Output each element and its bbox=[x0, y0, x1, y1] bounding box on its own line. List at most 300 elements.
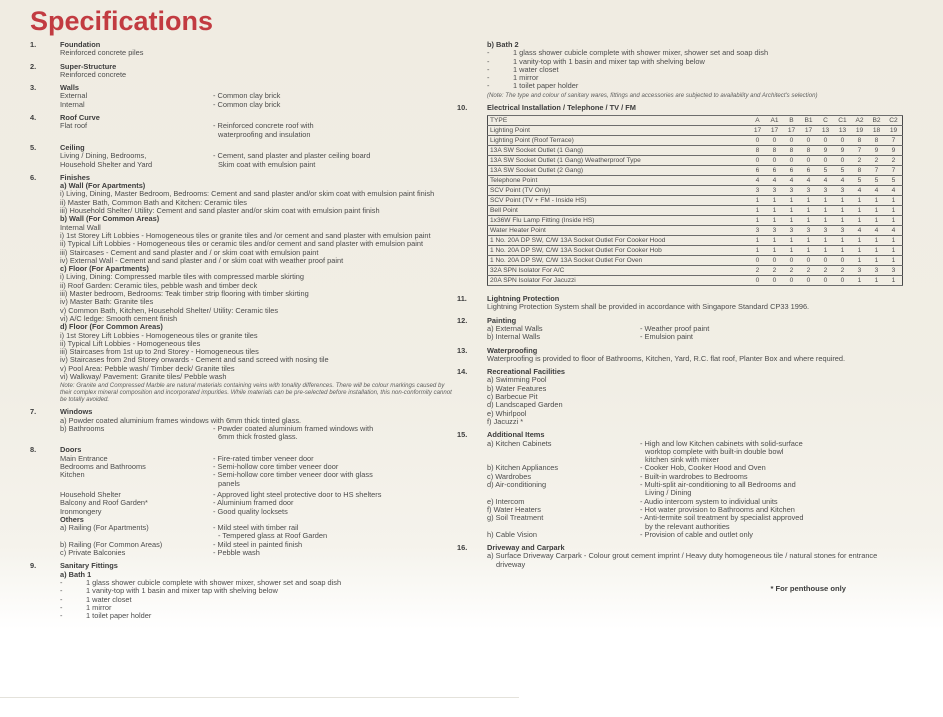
row-label bbox=[487, 481, 640, 498]
row-value bbox=[213, 122, 455, 139]
table-value-cell: 8 bbox=[749, 146, 766, 156]
value-line: - Built-in wardrobes to Bedrooms bbox=[640, 471, 748, 481]
table-value-cell: 17 bbox=[800, 126, 817, 136]
table-value-cell: 1 bbox=[800, 236, 817, 246]
table-row bbox=[488, 176, 903, 186]
table-value-cell: 1 bbox=[834, 196, 851, 206]
text-line: c) Barbecue Pit bbox=[487, 392, 538, 402]
table-value-cell: 9 bbox=[885, 146, 903, 156]
table-row-label: Bell Point bbox=[488, 206, 750, 216]
table-value-cell: 0 bbox=[817, 156, 834, 166]
section-body bbox=[60, 562, 455, 620]
table-value-cell: 0 bbox=[749, 136, 766, 146]
table-value-cell: 1 bbox=[851, 206, 868, 216]
row-label bbox=[60, 471, 213, 488]
section-number bbox=[457, 41, 487, 99]
table-value-cell: 3 bbox=[749, 186, 766, 196]
table-value-cell: 1 bbox=[834, 216, 851, 226]
table-value-cell: 4 bbox=[834, 176, 851, 186]
value-line: - Aluminium framed door bbox=[213, 498, 294, 508]
table-value-cell: 0 bbox=[817, 136, 834, 146]
table-value-cell: 5 bbox=[851, 176, 868, 186]
text-line: ii) Master Bath, Common Bath and Kitchen: Ceramic tiles bbox=[60, 197, 247, 207]
table-value-cell: 1 bbox=[800, 196, 817, 206]
table-value-cell: 1 bbox=[851, 196, 868, 206]
table-value-cell: 0 bbox=[783, 156, 800, 166]
table-value-cell: 17 bbox=[766, 126, 783, 136]
table-value-cell: 1 bbox=[868, 236, 885, 246]
table-row-label: 32A SPN Isolator For A/C bbox=[488, 266, 750, 276]
table-value-cell: 4 bbox=[783, 176, 800, 186]
section-number: 2. bbox=[30, 61, 37, 71]
label-line: Kitchen bbox=[60, 470, 85, 480]
table-row-label: 1 No. 20A DP SW, C/W 13A Socket Outlet For Cooker Hood bbox=[488, 236, 750, 246]
table-value-cell: 1 bbox=[851, 236, 868, 246]
label-line: b) Internal Walls bbox=[487, 332, 541, 342]
row-label bbox=[487, 440, 640, 465]
table-value-cell: 1 bbox=[885, 216, 903, 226]
table-value-cell: 4 bbox=[749, 176, 766, 186]
label-line: b) Bathrooms bbox=[60, 423, 105, 433]
label-value-row bbox=[60, 101, 455, 109]
table-value-cell: 4 bbox=[868, 186, 885, 196]
value-line: - Multi-split air-conditioning to all Bedrooms and bbox=[640, 480, 796, 490]
text-line: b) Water Features bbox=[487, 383, 547, 393]
row-label bbox=[487, 333, 640, 341]
table-row bbox=[488, 156, 903, 166]
page-edge-line bbox=[0, 697, 519, 698]
table-value-cell: 8 bbox=[851, 136, 868, 146]
dash-item bbox=[60, 612, 455, 620]
subheading: Others bbox=[60, 514, 84, 524]
section-number: 6. bbox=[30, 172, 37, 182]
value-line: - Mild steel with timber rail bbox=[213, 523, 299, 533]
label-line: Bedrooms and Bathrooms bbox=[60, 462, 146, 472]
table-value-cell: 1 bbox=[868, 216, 885, 226]
table-value-cell: 1 bbox=[800, 206, 817, 216]
text-line: v) Pool Area: Pebble wash/ Timber deck/ Granite tiles bbox=[60, 363, 235, 373]
section-heading: Roof Curve bbox=[60, 113, 100, 123]
text-line: a) Swimming Pool bbox=[487, 375, 547, 385]
dash-bullet: - bbox=[60, 594, 63, 604]
table-value-cell: 3 bbox=[834, 226, 851, 236]
section-number: 11. bbox=[457, 294, 467, 304]
row-value bbox=[640, 481, 903, 498]
text-line: Reinforced concrete bbox=[60, 69, 127, 79]
table-value-cell: 1 bbox=[817, 246, 834, 256]
table-value-cell: 1 bbox=[851, 246, 868, 256]
table-value-cell: 0 bbox=[817, 276, 834, 286]
section-number: 1. bbox=[30, 40, 37, 49]
table-row bbox=[488, 126, 903, 136]
table-value-cell: 4 bbox=[885, 226, 903, 236]
table-value-cell: 0 bbox=[749, 256, 766, 266]
table-row bbox=[488, 276, 903, 286]
table-row bbox=[488, 266, 903, 276]
table-value-cell: 1 bbox=[868, 276, 885, 286]
table-header-cell: B bbox=[783, 116, 800, 126]
subheading: b) Wall (For Common Areas) bbox=[60, 214, 160, 224]
row-value bbox=[213, 101, 455, 109]
table-row bbox=[488, 166, 903, 176]
value-line: - Pebble wash bbox=[213, 548, 260, 558]
section-body bbox=[487, 347, 903, 364]
table-header-cell: C bbox=[817, 116, 834, 126]
section-heading: Ceiling bbox=[60, 142, 85, 152]
left-column bbox=[30, 41, 455, 625]
subheading: d) Floor (For Common Areas) bbox=[60, 322, 163, 332]
table-value-cell: 8 bbox=[766, 146, 783, 156]
table-value-cell: 2 bbox=[749, 266, 766, 276]
table-row-label: 1x36W Flu Lamp Fitting (Inside HS) bbox=[488, 216, 750, 226]
text-line: Internal Wall bbox=[60, 222, 101, 232]
text-line: vi) Walkway/ Pavement: Granite tiles/ Pebble wash bbox=[60, 371, 227, 381]
section-heading: Sanitary Fittings bbox=[60, 561, 118, 571]
table-value-cell: 13 bbox=[834, 126, 851, 136]
table-row-label: Water Heater Point bbox=[488, 226, 750, 236]
subheading: b) Bath 2 bbox=[487, 40, 519, 49]
table-value-cell: 1 bbox=[868, 196, 885, 206]
table-value-cell: 2 bbox=[817, 266, 834, 276]
table-value-cell: 17 bbox=[749, 126, 766, 136]
table-value-cell: 17 bbox=[783, 126, 800, 136]
row-value bbox=[640, 333, 903, 341]
table-value-cell: 1 bbox=[766, 236, 783, 246]
label-line: d) Air-conditioning bbox=[487, 480, 547, 490]
label-line: Main Entrance bbox=[60, 453, 108, 463]
label-line: Ironmongery bbox=[60, 506, 102, 516]
table-value-cell: 0 bbox=[766, 136, 783, 146]
label-value-row bbox=[487, 481, 903, 498]
table-value-cell: 3 bbox=[800, 186, 817, 196]
label-value-row bbox=[60, 122, 455, 139]
value-line: - Anti-termite soil treatment by specialist approved bbox=[640, 513, 804, 523]
section-heading: Windows bbox=[60, 407, 93, 417]
table-header-cell: C1 bbox=[834, 116, 851, 126]
note-line: (Note: The type and colour of sanitary wares, fittings and accessories are subjected to availability and Architect's selection) bbox=[487, 91, 818, 99]
table-value-cell: 5 bbox=[868, 176, 885, 186]
table-value-cell: 5 bbox=[885, 176, 903, 186]
label-line: g) Soil Treatment bbox=[487, 513, 544, 523]
table-value-cell: 1 bbox=[783, 236, 800, 246]
spec-section bbox=[30, 174, 455, 403]
table-value-cell: 3 bbox=[800, 226, 817, 236]
table-value-cell: 1 bbox=[834, 246, 851, 256]
table-header-cell: A2 bbox=[851, 116, 868, 126]
table-row-label: SCV Point (TV Only) bbox=[488, 186, 750, 196]
section-heading: Painting bbox=[487, 315, 517, 325]
subheading: a) Wall (For Apartments) bbox=[60, 181, 146, 191]
table-value-cell: 18 bbox=[868, 126, 885, 136]
table-value-cell: 1 bbox=[817, 236, 834, 246]
table-value-cell: 1 bbox=[834, 206, 851, 216]
table-value-cell: 3 bbox=[817, 186, 834, 196]
label-line: External bbox=[60, 91, 88, 101]
table-value-cell: 1 bbox=[817, 206, 834, 216]
note-line: Note: Granite and Compressed Marble are natural materials containing veins with tonality differences. There will be colour markings caused by their complex mineral composition and incorporated impurities. While materials can be pre-selected before installation, this non-conformity cannot be totally avoided. bbox=[60, 382, 452, 404]
section-body bbox=[487, 295, 903, 312]
table-value-cell: 6 bbox=[800, 166, 817, 176]
table-value-cell: 1 bbox=[766, 206, 783, 216]
table-value-cell: 2 bbox=[868, 156, 885, 166]
dash-item bbox=[487, 82, 903, 90]
table-value-cell: 6 bbox=[783, 166, 800, 176]
table-value-cell: 0 bbox=[749, 156, 766, 166]
dash-bullet: - bbox=[60, 611, 63, 621]
value-line: by the relevant authorities bbox=[645, 521, 730, 531]
section-body bbox=[60, 408, 455, 441]
text-line: ii) Typical Lift Lobbies - Homogeneous tiles or ceramic tiles and/or cement and sand plaster with emulsion paint bbox=[60, 239, 424, 249]
table-value-cell: 7 bbox=[851, 146, 868, 156]
table-value-cell: 5 bbox=[817, 166, 834, 176]
row-value bbox=[213, 508, 455, 516]
section-number: 15. bbox=[457, 430, 468, 440]
label-line: Living / Dining, Bedrooms, bbox=[60, 151, 147, 161]
dash-item-text: 1 vanity-top with 1 basin and mixer tap with shelving below bbox=[513, 56, 705, 66]
section-heading: Waterproofing bbox=[487, 345, 538, 355]
table-value-cell: 0 bbox=[834, 276, 851, 286]
text-line: Reinforced concrete piles bbox=[60, 48, 144, 58]
label-line: a) Kitchen Cabinets bbox=[487, 438, 552, 448]
value-line: - Semi-hollow core timber veneer door with glass bbox=[213, 470, 373, 480]
table-value-cell: 2 bbox=[885, 156, 903, 166]
table-value-cell: 8 bbox=[868, 136, 885, 146]
value-line: waterproofing and insulation bbox=[218, 129, 311, 139]
dash-item-text: 1 mirror bbox=[86, 602, 112, 612]
table-value-cell: 19 bbox=[851, 126, 868, 136]
table-value-cell: 3 bbox=[783, 226, 800, 236]
text-line: iii) Household Shelter/ Utility: Cement and sand plaster and/or skim coat with emulsion paint finish bbox=[60, 206, 380, 216]
table-value-cell: 1 bbox=[800, 216, 817, 226]
row-label bbox=[60, 122, 213, 139]
table-header-cell: A bbox=[749, 116, 766, 126]
table-value-cell: 3 bbox=[868, 266, 885, 276]
value-line: - Fire-rated timber veneer door bbox=[213, 453, 314, 463]
table-row bbox=[488, 146, 903, 156]
text-line: a) Surface Driveway Carpark - Colour grout cement imprint / Heavy duty homogeneous tile / natural stones for entrance driveway bbox=[487, 551, 878, 569]
table-value-cell: 0 bbox=[766, 156, 783, 166]
table-value-cell: 2 bbox=[851, 156, 868, 166]
table-value-cell: 1 bbox=[885, 196, 903, 206]
table-value-cell: 1 bbox=[783, 246, 800, 256]
label-line: a) Railing (For Apartments) bbox=[60, 523, 149, 533]
section-heading: Driveway and Carpark bbox=[487, 543, 565, 553]
table-value-cell: 1 bbox=[766, 216, 783, 226]
section-number: 3. bbox=[30, 83, 37, 93]
table-value-cell: 8 bbox=[800, 146, 817, 156]
label-value-row bbox=[487, 440, 903, 465]
table-row-label: 13A SW Socket Outlet (1 Gang) Weatherproof Type bbox=[488, 156, 750, 166]
text-line: i) 1st Storey Lift Lobbies - Homogeneous tiles or granite tiles and /or cement and sand plaster with emulsion paint bbox=[60, 230, 431, 240]
section-number: 13. bbox=[457, 345, 468, 355]
table-value-cell: 3 bbox=[851, 266, 868, 276]
table-row bbox=[488, 196, 903, 206]
value-line: - Emulsion paint bbox=[640, 332, 693, 342]
row-value bbox=[640, 514, 903, 531]
dash-item-text: 1 glass shower cubicle complete with shower mixer, shower set and soap dish bbox=[513, 48, 769, 58]
section-body bbox=[487, 317, 903, 342]
text-line: v) Common Bath, Kitchen, Household Shelter/ Utility: Ceramic tiles bbox=[60, 305, 279, 315]
table-row-label: 13A SW Socket Outlet (2 Gang) bbox=[488, 166, 750, 176]
table-value-cell: 7 bbox=[885, 136, 903, 146]
table-value-cell: 4 bbox=[851, 186, 868, 196]
section-number: 14. bbox=[457, 367, 468, 377]
label-line: f) Water Heaters bbox=[487, 504, 541, 514]
table-value-cell: 3 bbox=[885, 266, 903, 276]
table-value-cell: 1 bbox=[783, 216, 800, 226]
subheading: a) Bath 1 bbox=[60, 569, 92, 579]
table-value-cell: 4 bbox=[868, 226, 885, 236]
row-label bbox=[487, 531, 640, 539]
electrical-table bbox=[487, 115, 903, 286]
dash-bullet: - bbox=[60, 586, 63, 596]
label-value-row bbox=[487, 333, 903, 341]
section-body bbox=[487, 41, 903, 99]
table-value-cell: 1 bbox=[749, 206, 766, 216]
section-number: 8. bbox=[30, 445, 37, 455]
table-header-cell: B1 bbox=[800, 116, 817, 126]
label-value-row bbox=[60, 524, 455, 541]
spec-section bbox=[457, 104, 903, 290]
spec-section bbox=[457, 431, 903, 539]
table-value-cell: 1 bbox=[851, 256, 868, 266]
value-line: - Provision of cable and outlet only bbox=[640, 529, 753, 539]
spec-section bbox=[30, 63, 455, 80]
value-line: - Semi-hollow core timber veneer door bbox=[213, 462, 339, 472]
table-value-cell: 3 bbox=[817, 226, 834, 236]
section-body bbox=[487, 431, 903, 539]
row-value bbox=[213, 471, 455, 488]
value-line: - Weather proof paint bbox=[640, 323, 710, 333]
text-line: i) Living, Dining, Master Bedroom, Bedrooms: Cement and sand plaster and/or skim coat with emulsion paint finish bbox=[60, 189, 435, 199]
value-line: - Audio intercom system to individual units bbox=[640, 496, 778, 506]
table-value-cell: 2 bbox=[783, 266, 800, 276]
table-value-cell: 1 bbox=[783, 206, 800, 216]
table-row-label: 13A SW Socket Outlet (1 Gang) bbox=[488, 146, 750, 156]
table-row bbox=[488, 256, 903, 266]
table-value-cell: 1 bbox=[885, 206, 903, 216]
table-value-cell: 2 bbox=[800, 266, 817, 276]
label-line: h) Cable Vision bbox=[487, 529, 537, 539]
section-body bbox=[60, 144, 455, 169]
table-value-cell: 6 bbox=[749, 166, 766, 176]
text-line: f) Jacuzzi * bbox=[487, 416, 524, 426]
row-label bbox=[60, 152, 213, 169]
section-body bbox=[60, 446, 455, 557]
table-value-cell: 5 bbox=[834, 166, 851, 176]
spec-section bbox=[30, 562, 455, 620]
text-line: iii) Staircases - Cement and sand plaster and / or skim coat with emulsion paint bbox=[60, 247, 319, 257]
text-line: a) Powder coated aluminium frames windows with 6mm thick tinted glass. bbox=[60, 415, 302, 425]
section-heading: Super-Structure bbox=[60, 61, 117, 71]
spec-section bbox=[457, 347, 903, 364]
table-value-cell: 0 bbox=[783, 276, 800, 286]
row-value bbox=[213, 152, 455, 169]
table-row-label: Lighting Point bbox=[488, 126, 750, 136]
table-row bbox=[488, 246, 903, 256]
label-value-row bbox=[60, 152, 455, 169]
section-number: 9. bbox=[30, 561, 37, 571]
dash-item-text: 1 toilet paper holder bbox=[513, 81, 579, 91]
section-number: 5. bbox=[30, 142, 37, 152]
table-value-cell: 13 bbox=[817, 126, 834, 136]
text-line: iii) Staircases from 1st up to 2nd Storey - Homogeneous tiles bbox=[60, 347, 259, 357]
label-value-row bbox=[487, 325, 903, 333]
row-label bbox=[487, 514, 640, 531]
table-value-cell: 1 bbox=[766, 196, 783, 206]
label-value-row bbox=[60, 471, 455, 488]
section-heading: Lightning Protection bbox=[487, 294, 560, 304]
section-number: 12. bbox=[457, 315, 468, 325]
table-value-cell: 9 bbox=[817, 146, 834, 156]
label-line: a) External Walls bbox=[487, 323, 543, 333]
section-number: 7. bbox=[30, 407, 37, 417]
spec-section bbox=[457, 295, 903, 312]
table-value-cell: 4 bbox=[885, 186, 903, 196]
table-value-cell: 8 bbox=[783, 146, 800, 156]
value-line: - Tempered glass at Roof Garden bbox=[218, 531, 328, 541]
table-value-cell: 8 bbox=[851, 166, 868, 176]
table-header-cell: C2 bbox=[885, 116, 903, 126]
section-number: 4. bbox=[30, 113, 37, 123]
row-label bbox=[60, 549, 213, 557]
table-value-cell: 19 bbox=[885, 126, 903, 136]
table-row-label: 1 No. 20A DP SW, C/W 13A Socket Outlet For Oven bbox=[488, 256, 750, 266]
label-value-row bbox=[60, 508, 455, 516]
table-value-cell: 0 bbox=[783, 256, 800, 266]
section-body bbox=[487, 368, 903, 426]
table-value-cell: 7 bbox=[868, 166, 885, 176]
spec-section bbox=[457, 317, 903, 342]
value-line: - Cement, sand plaster and plaster ceiling board bbox=[213, 151, 371, 161]
label-line: c) Private Balconies bbox=[60, 548, 126, 558]
label-line: Household Shelter and Yard bbox=[60, 159, 153, 169]
table-value-cell: 1 bbox=[868, 246, 885, 256]
table-value-cell: 0 bbox=[834, 156, 851, 166]
row-value bbox=[213, 524, 455, 541]
table-value-cell: 2 bbox=[834, 266, 851, 276]
value-line: - Reinforced concrete roof with bbox=[213, 121, 314, 131]
value-line: - Good quality locksets bbox=[213, 506, 288, 516]
text-line: iv) Staircases from 2nd Storey onwards - Cement and sand screed with nosing tile bbox=[60, 355, 329, 365]
dash-item-text: 1 water closet bbox=[513, 64, 559, 74]
dash-bullet: - bbox=[487, 81, 490, 91]
table-row-label: SCV Point (TV + FM - Inside HS) bbox=[488, 196, 750, 206]
table-value-cell: 1 bbox=[749, 236, 766, 246]
row-label bbox=[60, 425, 213, 442]
dash-bullet: - bbox=[60, 577, 63, 587]
table-value-cell: 1 bbox=[885, 236, 903, 246]
text-line: ii) Roof Garden: Ceramic tiles, pebble wash and timber deck bbox=[60, 280, 258, 290]
dash-bullet: - bbox=[487, 48, 490, 58]
value-line: - Cooker Hob, Cooker Hood and Oven bbox=[640, 463, 766, 473]
text-line: iv) Master Bath: Granite tiles bbox=[60, 297, 154, 307]
label-line: b) Railing (For Common Areas) bbox=[60, 539, 163, 549]
spec-section bbox=[30, 408, 455, 441]
value-line: Living / Dining bbox=[645, 488, 692, 498]
text-line: ii) Typical Lift Lobbies - Homogeneous tiles bbox=[60, 338, 201, 348]
table-value-cell: 1 bbox=[868, 256, 885, 266]
section-heading: Doors bbox=[60, 445, 82, 455]
right-column bbox=[457, 41, 903, 593]
table-value-cell: 0 bbox=[800, 136, 817, 146]
dash-item-text: 1 water closet bbox=[86, 594, 132, 604]
text-line: vi) A/C ledge: Smooth cement finish bbox=[60, 313, 178, 323]
section-heading: Electrical Installation / Telephone / TV / FM bbox=[487, 102, 636, 112]
table-value-cell: 0 bbox=[834, 256, 851, 266]
section-body bbox=[487, 544, 903, 569]
table-row bbox=[488, 226, 903, 236]
